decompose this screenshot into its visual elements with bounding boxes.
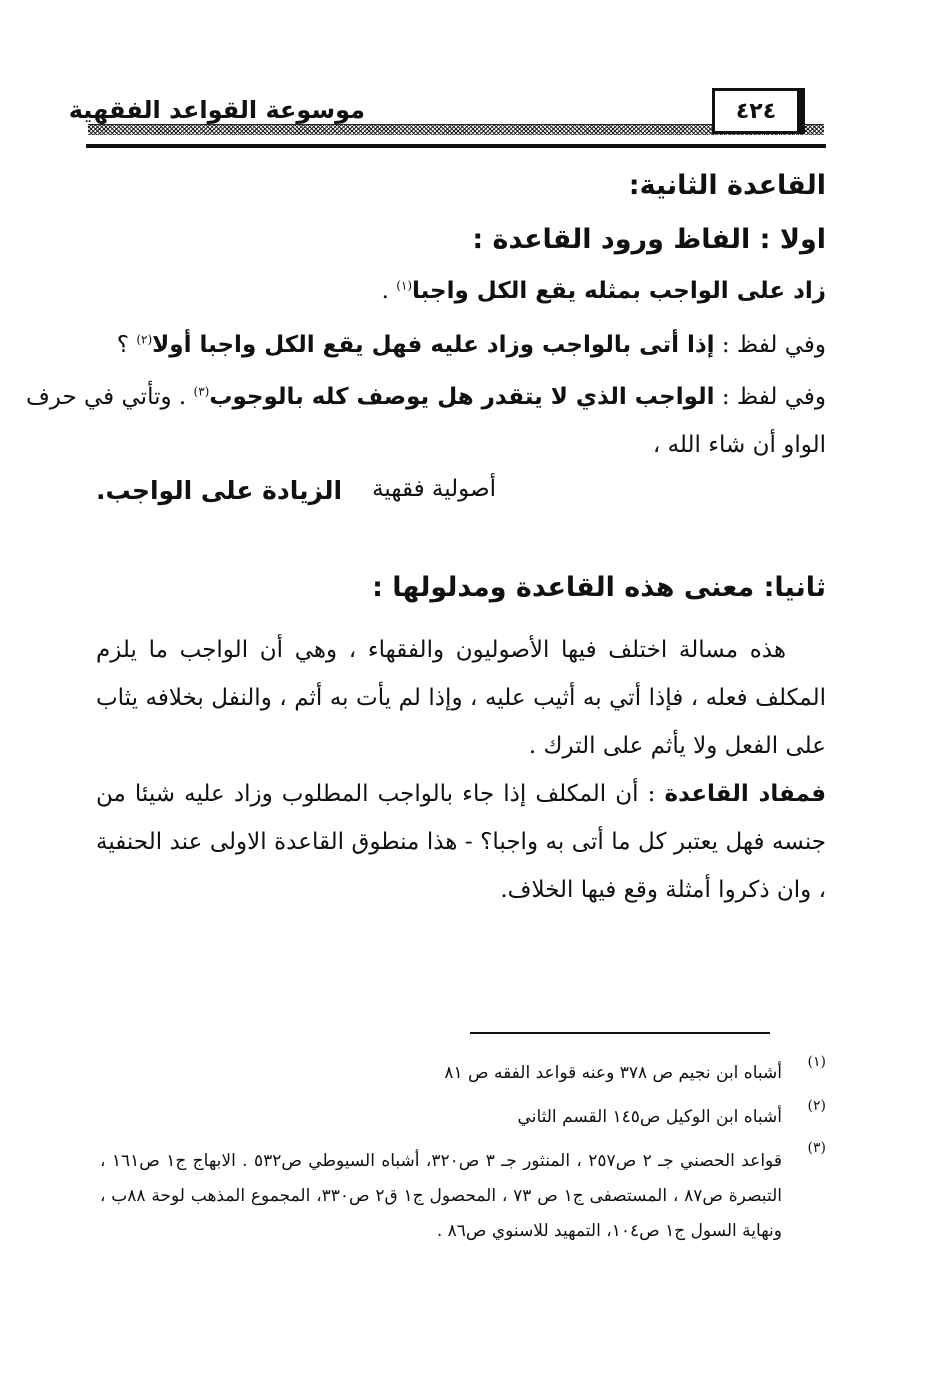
footnote-ref-1: (١) — [396, 278, 413, 293]
rule-form-1-end: . — [381, 278, 397, 304]
rule-heading: القاعدة الثانية: — [628, 170, 826, 201]
rule-form-3-continuation: الواو أن شاء الله ، — [652, 432, 826, 458]
footnote-2-number: (٢) — [807, 1098, 826, 1114]
page-number-box — [712, 88, 805, 134]
rule-form-2 — [117, 332, 826, 360]
meaning-paragraph: هذه مسالة اختلف فيها الأصوليون والفقهاء ، وهي أن الواجب ما يلزم المكلف فعله ، فإذا أتي به أثيب عليه ، وإذا لم يأت به أثم ، والنفل بخلافه يثاب على الفعل ولا يأثم على الترك . — [96, 637, 826, 759]
section-heading-meaning: ثانيا: معنى هذه القاعدة ومدلولها : — [372, 572, 826, 603]
rule-form-2-end: ؟ — [116, 332, 137, 358]
section-heading-forms: اولا : الفاظ ورود القاعدة : — [472, 224, 826, 255]
footnote-ref-3: (٣) — [193, 384, 210, 399]
footnote-ref-2: (٢) — [136, 332, 153, 347]
header-rule — [86, 144, 826, 148]
running-title: موسوعة القواعد الفقهية — [68, 96, 365, 124]
implication-lead: فمفاد القاعدة — [664, 781, 827, 807]
rule-category: أصولية فقهية — [372, 476, 496, 502]
footnote-3-text: قواعد الحصني جـ ٢ ص٢٥٧ ، المنثور جـ ٣ ص٣٢٠، أشباه السيوطي ص٥٣٢ . الابهاج ج١ ص١٦١ ، التبصرة ص٨٧ ، المستصفى ج١ ص ٧٣ ، المحصول ج١ ق٢ ص٣٣٠، المجموع المذهب لوحة ٨٨ب ، ونهاية السول ج١ ص١٠٤، التمهيد للاسنوي ص٨٦ . — [100, 1151, 782, 1241]
rule-form-3-text: الواجب الذي لا يتقدر هل يوصف كله بالوجوب — [209, 384, 715, 410]
footnote-separator — [470, 1032, 770, 1034]
rule-form-3 — [26, 384, 826, 412]
page-number: ٤٢٤ — [735, 98, 777, 124]
rule-form-1 — [382, 278, 826, 306]
rule-name: الزيادة على الواجب. — [96, 476, 343, 505]
implication-paragraph — [96, 770, 826, 914]
footnote-1-text: أشباه ابن نجيم ص ٣٧٨ وعنه قواعد الفقه ص ٨١ — [444, 1063, 782, 1083]
rule-form-3-end: . وتأتي في حرف — [25, 384, 194, 410]
rule-form-2-prefix: وفي لفظ : — [714, 332, 826, 358]
footnote-2-text: أشباه ابن الوكيل ص١٤٥ القسم الثاني — [517, 1107, 782, 1127]
rule-form-1-text: زاد على الواجب بمثله يقع الكل واجبا — [412, 278, 826, 304]
footnote-3-number: (٣) — [807, 1140, 826, 1156]
footnote-1-number: (١) — [807, 1054, 826, 1070]
rule-form-2-text: إذا أتى بالواجب وزاد عليه فهل يقع الكل واجبا أولا — [152, 332, 715, 358]
implication-text: : أن المكلف إذا جاء بالواجب المطلوب وزاد عليه شيئا من جنسه فهل يعتبر كل ما أتى به واجبا؟ - هذا منطوق القاعدة الاولى عند الحنفية ، وان ذكروا أمثلة وقع فيها الخلاف. — [96, 781, 826, 903]
rule-form-3-prefix: وفي لفظ : — [714, 384, 826, 410]
